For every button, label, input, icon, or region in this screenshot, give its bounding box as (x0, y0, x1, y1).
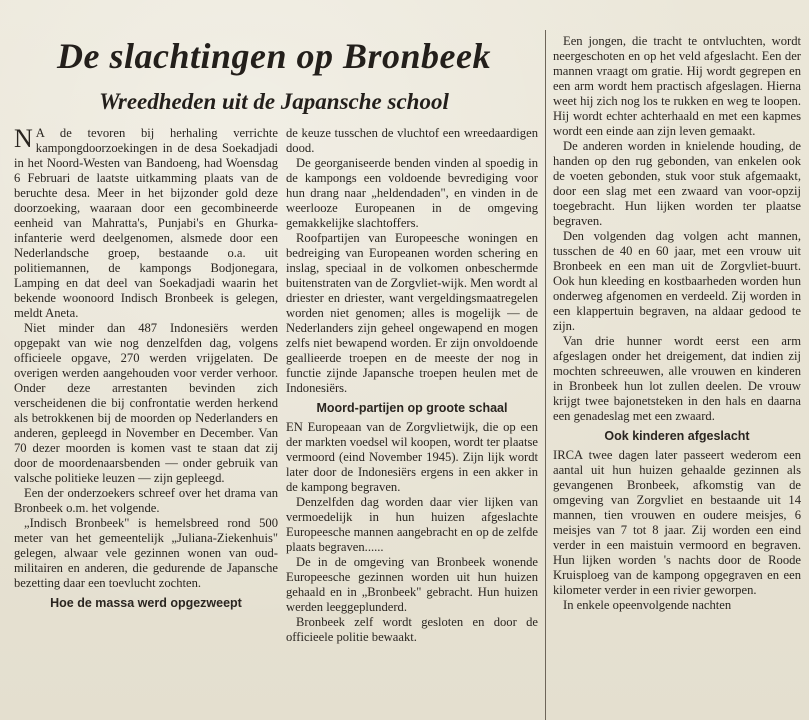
paragraph: Een der onderzoekers schreef over het drama van Bronbeek o.m. het volgende. (14, 486, 278, 515)
article-column-1 (14, 126, 278, 615)
section-heading: Hoe de massa werd opgezweept (50, 596, 242, 610)
subheadline: Wreedheden uit de Japansche school (99, 89, 449, 114)
paragraph: de keuze tusschen de vluchtof een wreedaardigen dood. (286, 126, 538, 155)
paragraph: Niet minder dan 487 Indonesiërs werden opgepakt van wie nog denzelfden dag, volgens officieele opgave, 270 werden vrijgelaten. De overigen werden aangehouden voor verder verhoor. Onder deze arrestanten bevinden zich verscheidenen die bij confrontatie werden herkend als betrokkenen bij de moorden op Nederlanders en anderen, gepleegd in November en December. Van 70 dezer moorden is komen vast te staan dat zij door de moordenaarsbenden — onder gebruik van valsche politieke leuzen — zijn gepleegd. (14, 321, 278, 485)
paragraph: N A de tevoren bij herhaling verrichte kampongdoorzoekingen in de desa Soekadjadi in het Noord-Westen van Bandoeng, had Woensdag 6 Februari de laatste uitkamming plaats van de beruchte desa. Meer in het bijzonder gold deze doorzoeking, waaraan door een gecombineerde eenheid van Mahratta's, Punjabi's en Ghurka-infanterie werd deelgenomen, alsmede door een Nederlandsche groep, bestaande o.a. uit politiemannen, de kampongs Bodjonegara, Lamping en dat deel van Soekadjadi waarin het bekende woonoord Indisch Bronbeek is gelegen, meldt Aneta. (14, 124, 278, 320)
paragraph: Denzelfden dag worden daar vier lijken van vermoedelijk in hun huizen afgeslachte Europeesche mannen aangebracht en op de zelfde plaats begraven...... (286, 495, 538, 554)
paragraph: Bronbeek zelf wordt gesloten en door de officieele politie bewaakt. (286, 615, 538, 644)
paragraph: IRCA twee dagen later passeert wederom een aantal uit hun huizen gehaalde gezinnen als gevangenen Bronbeek, afkomstig van de omgeving van Zorgvliet en bestaande uit 14 mannen, tien vrouwen en oudere meisjes, 6 meisjes van 7 tot 8 jaar. Zij worden een eind verder in een maistuin vermoord en begraven. Hun lijken worden 's nachts door de Roode Kruisploeg van de kampong opgegraven en een kilometer verder in een rivier geworpen. (553, 448, 801, 597)
paragraph: De anderen worden in knielende houding, de handen op den rug gebonden, van enkelen ook de voeten gebonden, stuk voor stuk afgemaakt, door een slag met een zwaard van voor-opzij toegebracht. Hun lijken worden ter plaatse begraven. (553, 139, 801, 228)
headline: De slachtingen op Bronbeek (56, 36, 491, 76)
paragraph: EN Europeaan van de Zorgvlietwijk, die op een der markten voedsel wil koopen, wordt ter plaatse vermoord (eind November 1945). Zijn lijk wordt later door de Indonesiërs ergens in een akker in de kampong begraven. (286, 420, 538, 494)
paragraph: Van drie hunner wordt eerst een arm afgeslagen onder het dreigement, dat indien zij mochten schreeuwen, alle vrouwen en kinderen in Bronbeek hun lot zullen deelen. De vrouw krijgt twee bajonetsteken in den hals en daarna een genadeslag met een zwaard. (553, 334, 801, 423)
article-column-2 (286, 126, 538, 645)
paragraph: „Indisch Bronbeek" is hemelsbreed rond 500 meter van het gemeentelijk „Juliana-Ziekenhuis" gelegen, alwaar vele gezinnen wonen van oud-militairen en anderen, die gedurende de Japansche bezetting daar een toevlucht zochten. (14, 516, 278, 590)
paragraph: Den volgenden dag volgen acht mannen, tusschen de 40 en 60 jaar, met een vrouw uit Bronbeek en een man uit de Zorgvliet-buurt. Ook hun kleeding en kostbaarheden worden hun onderweg afgenomen en verdeeld. Zij worden in een klappertuin begraven, na aldaar gedood te zijn. (553, 229, 801, 333)
paragraph: Roofpartijen van Europeesche woningen en bedreiging van Europeanen worden schering en inslag, speciaal in de volkomen onbeschermde buitenstraten van de Zorgvliet-wijk. Men wordt al driester en driester, want vergeldingsmaatregelen worden niet genomen; alles is mogelijk — de Nederlanders zijn geheel ongewapend en mogen zelfs niet bewapend worden. Er zijn onvoldoende geallieerde troepen en de meeste der nog in functie zijnde Japansche troepen heulen met de Indonesiërs. (286, 231, 538, 395)
section-heading: Moord-partijen op groote schaal (316, 401, 508, 415)
paragraph: Een jongen, die tracht te ontvluchten, wordt neergeschoten en op het veld afgeslacht. Een der mannen vraagt om gratie. Hij wordt gegrepen en een arm wordt hem practisch afgeslagen. Hierna weet hij zich nog los te rukken en weg te loopen. Hij wordt echter achterhaald en met een kapmes wordt een einde aan zijn leven gemaakt. (553, 34, 801, 138)
paragraph: De georganiseerde benden vinden al spoedig in de kampongs een voldoende bevrediging voor hun drang naar „heldendaden", en vinden in de weerlooze Europeanen in de omgeving gemakkelijke slachtoffers. (286, 156, 538, 230)
article-column-3 (553, 34, 801, 613)
drop-cap: N (14, 124, 33, 153)
paragraph: In enkele opeenvolgende nachten (563, 598, 732, 612)
paragraph: De in de omgeving van Bronbeek wonende Europeesche gezinnen worden uit hun huizen gehaald en in „Bronbeek" gebracht. Hun huizen werden leeggeplunderd. (286, 555, 538, 614)
section-heading: Ook kinderen afgeslacht (604, 429, 750, 443)
column-rule (545, 30, 546, 720)
